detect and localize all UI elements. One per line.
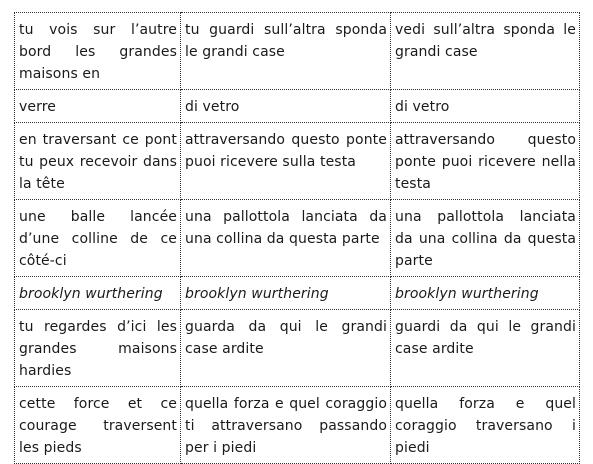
french-cell: une balle lancée d’une colline de ce côté-ci [15, 200, 181, 277]
italian-translation-2-cell: guardi da qui le grandi case ardite [391, 310, 580, 387]
table-row [15, 90, 580, 123]
italian-translation-2-cell: brooklyn wurthering [391, 277, 580, 310]
italian-translation-2-cell: una pallottola lanciata da una collina da questa parte [391, 200, 580, 277]
italian-translation-2-cell: di vetro [391, 90, 580, 123]
table-row-title [15, 277, 580, 310]
french-cell: cette force et ce courage traversent les pieds [15, 387, 181, 464]
table-row [15, 310, 580, 387]
italian-translation-1-cell: una pallottola lanciata da una collina da questa parte [181, 200, 391, 277]
italian-translation-1-cell: quella forza e quel coraggio ti attraversano passando per i piedi [181, 387, 391, 464]
french-cell: brooklyn wurthering [15, 277, 181, 310]
table-row [15, 387, 580, 464]
italian-translation-1-cell: guarda da qui le grandi case ardite [181, 310, 391, 387]
translation-table [14, 12, 580, 464]
table-row [15, 13, 580, 90]
table-row [15, 123, 580, 200]
italian-translation-1-cell: di vetro [181, 90, 391, 123]
french-cell: tu regardes d’ici les grandes maisons hardies [15, 310, 181, 387]
french-cell: tu vois sur l’autre bord les grandes maisons en [15, 13, 181, 90]
italian-translation-2-cell: attraversando questo ponte puoi ricevere nella testa [391, 123, 580, 200]
italian-translation-1-cell: tu guardi sull’altra sponda le grandi case [181, 13, 391, 90]
italian-translation-1-cell: attraversando questo ponte puoi ricevere sulla testa [181, 123, 391, 200]
italian-translation-2-cell: quella forza e quel coraggio traversano i piedi [391, 387, 580, 464]
italian-translation-1-cell: brooklyn wurthering [181, 277, 391, 310]
table-row [15, 200, 580, 277]
french-cell: en traversant ce pont tu peux recevoir dans la tête [15, 123, 181, 200]
italian-translation-2-cell: vedi sull’altra sponda le grandi case [391, 13, 580, 90]
french-cell: verre [15, 90, 181, 123]
